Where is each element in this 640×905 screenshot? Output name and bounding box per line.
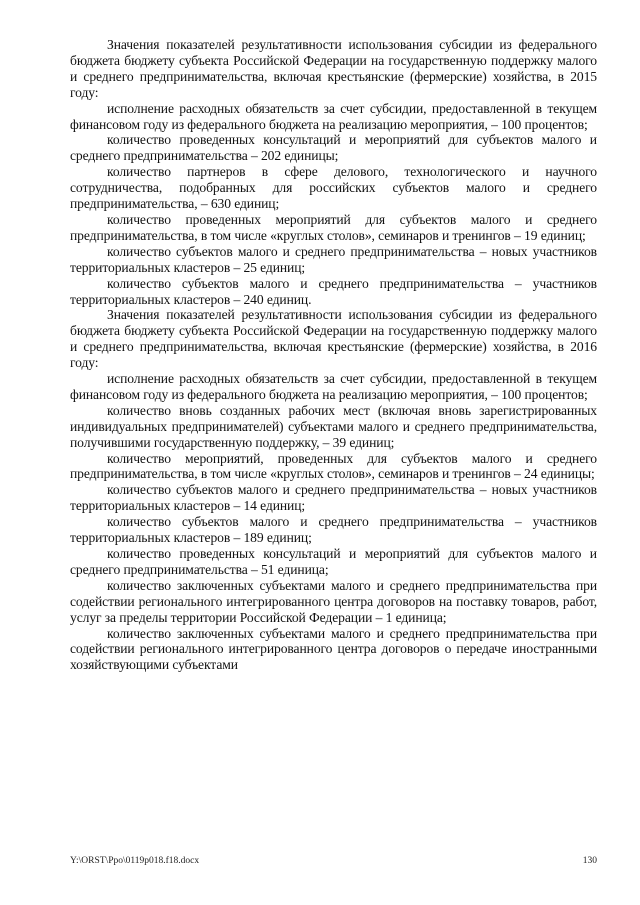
- document-body: [70, 37, 597, 673]
- paragraph-2015-item: количество проведенных мероприятий для субъектов малого и среднего предпринимательства, в том числе «круглых столов», семинаров и тренингов – 19 единиц;: [70, 211, 597, 243]
- paragraph-2015-item: количество партнеров в сфере делового, технологического и научного сотрудничества, подобранных для российских субъектов малого и среднего предпринимательства, – 630 единиц;: [70, 164, 597, 212]
- paragraph-2015-intro: Значения показателей результативности использования субсидии из федерального бюджета бюджету субъекта Российской Федерации на государственную поддержку малого и среднего предпринимательства, включая крестьянские (фермерские) хозяйства, в 2015 году:: [70, 37, 597, 100]
- paragraph-2016-item: количество вновь созданных рабочих мест (включая вновь зарегистрированных индивидуальных предпринимателей) субъектами малого и среднего предпринимательства, получившими государственную поддержку, – 39 единиц;: [70, 402, 597, 450]
- paragraph-2016-intro: Значения показателей результативности использования субсидии из федерального бюджета бюджету субъекта Российской Федерации на государственную поддержку малого и среднего предпринимательства, включая крестьянские (фермерские) хозяйства, в 2016 году:: [70, 307, 597, 371]
- paragraph-2016-item: исполнение расходных обязательств за счет субсидии, предоставленной в текущем финансовом году из федерального бюджета на реализацию мероприятия, – 100 процентов;: [70, 371, 597, 402]
- paragraph-2016-item: количество субъектов малого и среднего предпринимательства – новых участников территориальных кластеров – 14 единиц;: [70, 482, 597, 514]
- footer-file-path: Y:\ORST\Ppo\0119p018.f18.docx: [70, 856, 200, 866]
- paragraph-2015-item: исполнение расходных обязательств за счет субсидии, предоставленной в текущем финансовом году из федерального бюджета на реализацию мероприятия, – 100 процентов;: [70, 100, 597, 132]
- paragraph-2015-item: количество субъектов малого и среднего предпринимательства – новых участников территориальных кластеров – 25 единиц;: [70, 243, 597, 275]
- paragraph-2016-item: количество мероприятий, проведенных для субъектов малого и среднего предпринимательства, в том числе «круглых столов», семинаров и тренингов – 24 единицы;: [70, 450, 597, 482]
- footer-page-number: 130: [582, 856, 597, 866]
- paragraph-2016-item: количество заключенных субъектами малого и среднего предпринимательства при содействии регионального интегрированного центра договоров о передаче иностранными хозяйствующими субъектами: [70, 625, 597, 673]
- paragraph-2016-item: количество заключенных субъектами малого и среднего предпринимательства при содействии регионального интегрированного центра договоров на поставку товаров, работ, услуг за пределы территории Российской Федерации – 1 единица;: [70, 577, 597, 625]
- paragraph-2015-item: количество проведенных консультаций и мероприятий для субъектов малого и среднего предпринимательства – 202 единицы;: [70, 132, 597, 164]
- paragraph-2015-item: количество субъектов малого и среднего предпринимательства – участников территориальных кластеров – 240 единиц.: [70, 275, 597, 307]
- paragraph-2016-item: количество субъектов малого и среднего предпринимательства – участников территориальных кластеров – 189 единиц;: [70, 514, 597, 546]
- paragraph-2016-item: количество проведенных консультаций и мероприятий для субъектов малого и среднего предпринимательства – 51 единица;: [70, 546, 597, 577]
